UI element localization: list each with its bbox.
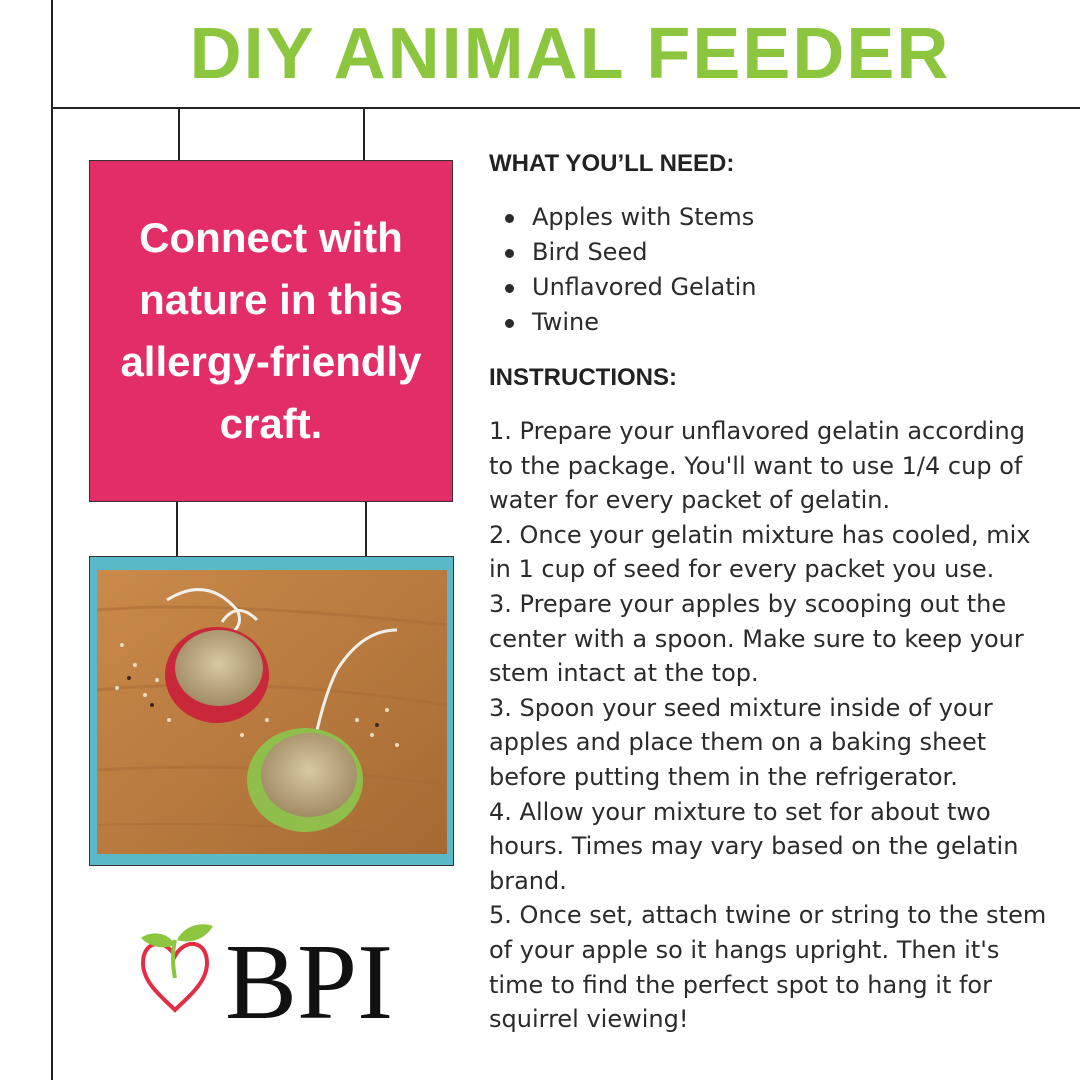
- photo-frame: [89, 556, 454, 866]
- instructions-list: [489, 414, 1049, 1037]
- hanger-string: [365, 502, 367, 556]
- instruction-step: 1. Prepare your unflavored gelatin according to the package. You'll want to use 1/4 cup of water for every packet of gelatin.: [489, 417, 1025, 515]
- instruction-step: 4. Allow your mixture to set for about two hours. Times may vary based on the gelatin brand.: [489, 797, 1019, 895]
- hanger-string: [178, 109, 180, 160]
- header-divider-line: [51, 107, 1080, 109]
- bpi-logo: [135, 918, 415, 1028]
- list-item: Apples with Stems: [505, 200, 1049, 235]
- heart-sprout-icon: [135, 918, 415, 1028]
- logo-text: BPI: [225, 923, 394, 1028]
- list-item: Unflavored Gelatin: [505, 270, 1049, 305]
- needs-list: [505, 200, 1049, 340]
- list-item: Bird Seed: [505, 235, 1049, 270]
- callout-box: [89, 160, 453, 502]
- instructions-heading: INSTRUCTIONS:: [489, 364, 677, 391]
- callout-text: Connect with nature in this allergy-friendly craft.: [120, 214, 422, 447]
- left-border-line: [51, 0, 53, 1080]
- hanger-string: [176, 502, 178, 556]
- content-column: [489, 140, 1049, 1037]
- needs-heading: WHAT YOU’LL NEED:: [489, 150, 735, 177]
- instruction-step: 3. Prepare your apples by scooping out the center with a spoon. Make sure to keep your stem intact at the top.: [489, 589, 1024, 688]
- list-item: Twine: [505, 305, 1049, 340]
- hanger-string: [363, 109, 365, 160]
- instruction-step: 2. Once your gelatin mixture has cooled, mix in 1 cup of seed for every packet you use.: [489, 520, 1031, 584]
- instruction-step: 3. Spoon your seed mixture inside of your apples and place them on a baking sheet before putting them in the refrigerator.: [489, 693, 993, 791]
- apple-bird-feeder-photo: [97, 570, 447, 854]
- page-title: DIY ANIMAL FEEDER: [189, 14, 951, 94]
- instruction-step: 5. Once set, attach twine or string to the stem of your apple so it hangs upright. Then it's time to find the perfect spot to hang it for squirrel viewing!: [489, 901, 1047, 1034]
